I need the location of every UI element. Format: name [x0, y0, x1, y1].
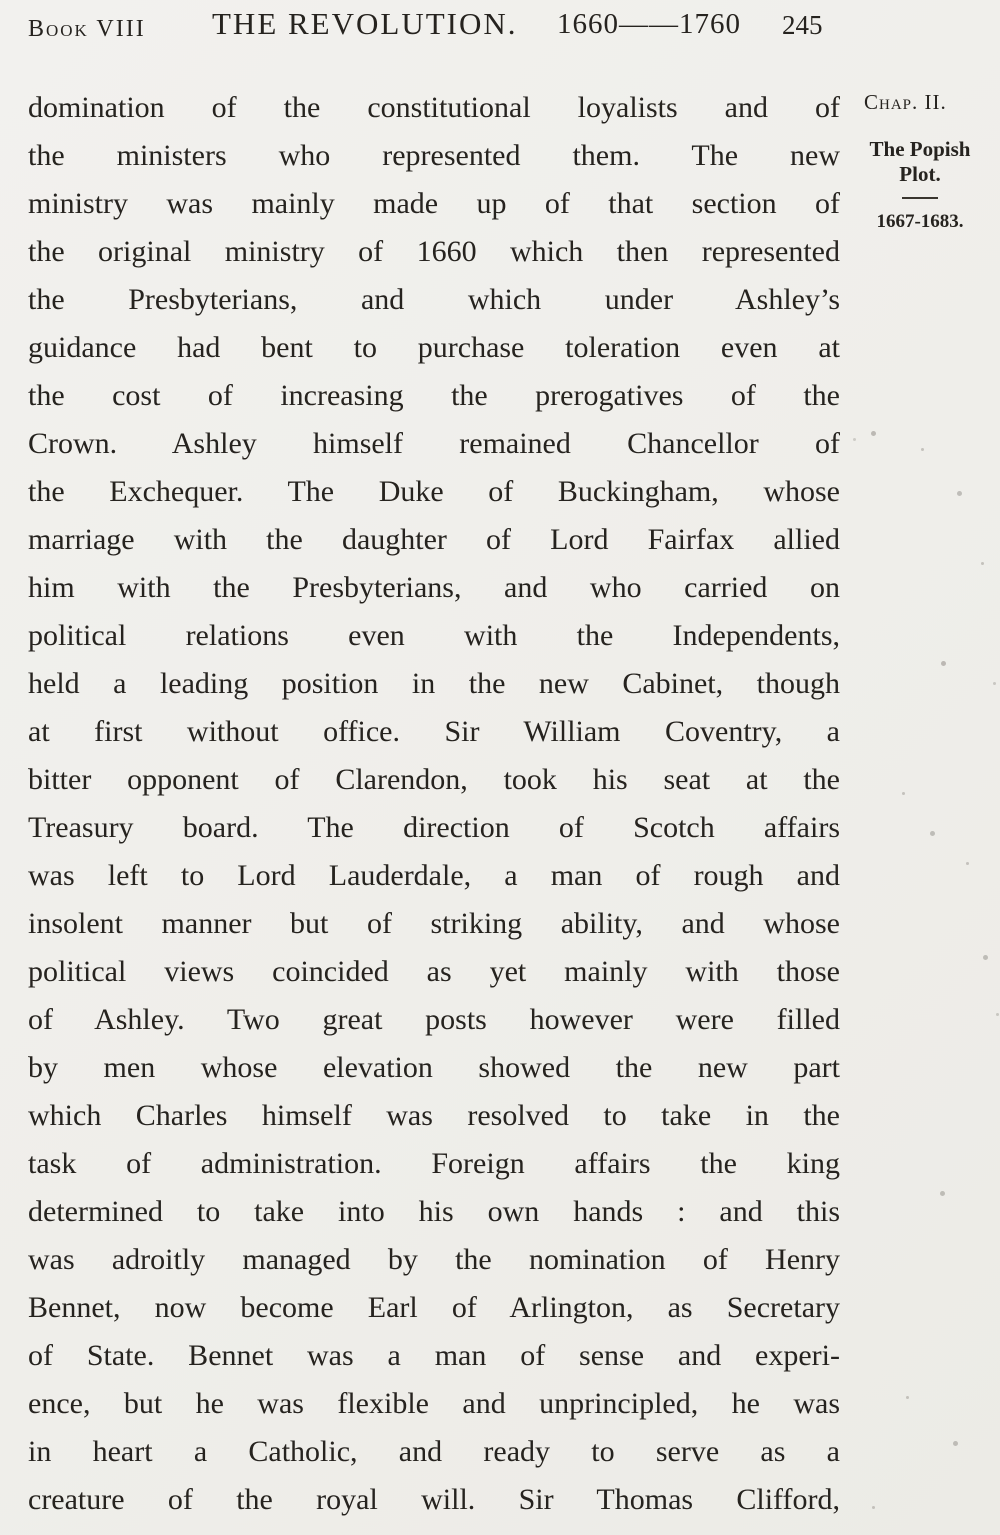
chapter-label: Chap. II. — [864, 90, 947, 114]
text-line: of State. Bennet was a man of sense and experi- — [28, 1339, 840, 1372]
text-line: ence, but he was flexible and unprincipled, he was — [28, 1387, 840, 1420]
text-line: bitter opponent of Clarendon, took his seat at the — [28, 763, 840, 796]
text-line: domination of the constitutional loyalists and of — [28, 91, 840, 124]
book-label: Book VIII — [28, 16, 146, 42]
text-line: insolent manner but of striking ability, and whose — [28, 907, 840, 940]
header-date-range: 1660——1760 — [557, 8, 741, 40]
text-line: in heart a Catholic, and ready to serve as a — [28, 1435, 840, 1468]
margin-date-range: 1667-1683. — [876, 211, 964, 232]
text-line: at first without office. Sir William Coventry, a — [28, 715, 840, 748]
text-line: was left to Lord Lauderdale, a man of rough and — [28, 859, 840, 892]
text-line: ministry was mainly made up of that section of — [28, 187, 840, 220]
text-line: marriage with the daughter of Lord Fairfax allied — [28, 523, 840, 556]
running-title: THE REVOLUTION. — [212, 6, 518, 41]
text-line: held a leading position in the new Cabinet, though — [28, 667, 840, 700]
margin-notes — [852, 90, 988, 233]
text-line: creature of the royal will. Sir Thomas Clifford, — [28, 1483, 840, 1516]
text-line: Crown. Ashley himself remained Chancellor of — [28, 427, 840, 460]
text-line: political views coincided as yet mainly with those — [28, 955, 840, 988]
scan-noise — [0, 0, 3, 3]
section-title: The Popish Plot. — [869, 137, 971, 186]
text-line: of Ashley. Two great posts however were filled — [28, 1003, 840, 1036]
page-number: 245 — [782, 10, 823, 40]
page-header — [0, 0, 1000, 60]
text-line: the original ministry of 1660 which then represented — [28, 235, 840, 268]
text-line: by men whose elevation showed the new part — [28, 1051, 840, 1084]
text-line: the cost of increasing the prerogatives of the — [28, 379, 840, 412]
text-line: Treasury board. The direction of Scotch affairs — [28, 811, 840, 844]
margin-rule — [902, 197, 938, 199]
text-line: him with the Presbyterians, and who carried on — [28, 571, 840, 604]
text-line: the ministers who represented them. The new — [28, 139, 840, 172]
text-line: Bennet, now become Earl of Arlington, as Secretary — [28, 1291, 840, 1324]
text-line: the Exchequer. The Duke of Buckingham, whose — [28, 475, 840, 508]
text-line: guidance had bent to purchase toleration even at — [28, 331, 840, 364]
text-line: was adroitly managed by the nomination of Henry — [28, 1243, 840, 1276]
text-line: determined to take into his own hands : and this — [28, 1195, 840, 1228]
text-line: task of administration. Foreign affairs the king — [28, 1147, 840, 1180]
text-line: the Presbyterians, and which under Ashley’s — [28, 283, 840, 316]
text-line: which Charles himself was resolved to take in the — [28, 1099, 840, 1132]
body-text — [28, 84, 840, 1524]
text-line: political relations even with the Independents, — [28, 619, 840, 652]
